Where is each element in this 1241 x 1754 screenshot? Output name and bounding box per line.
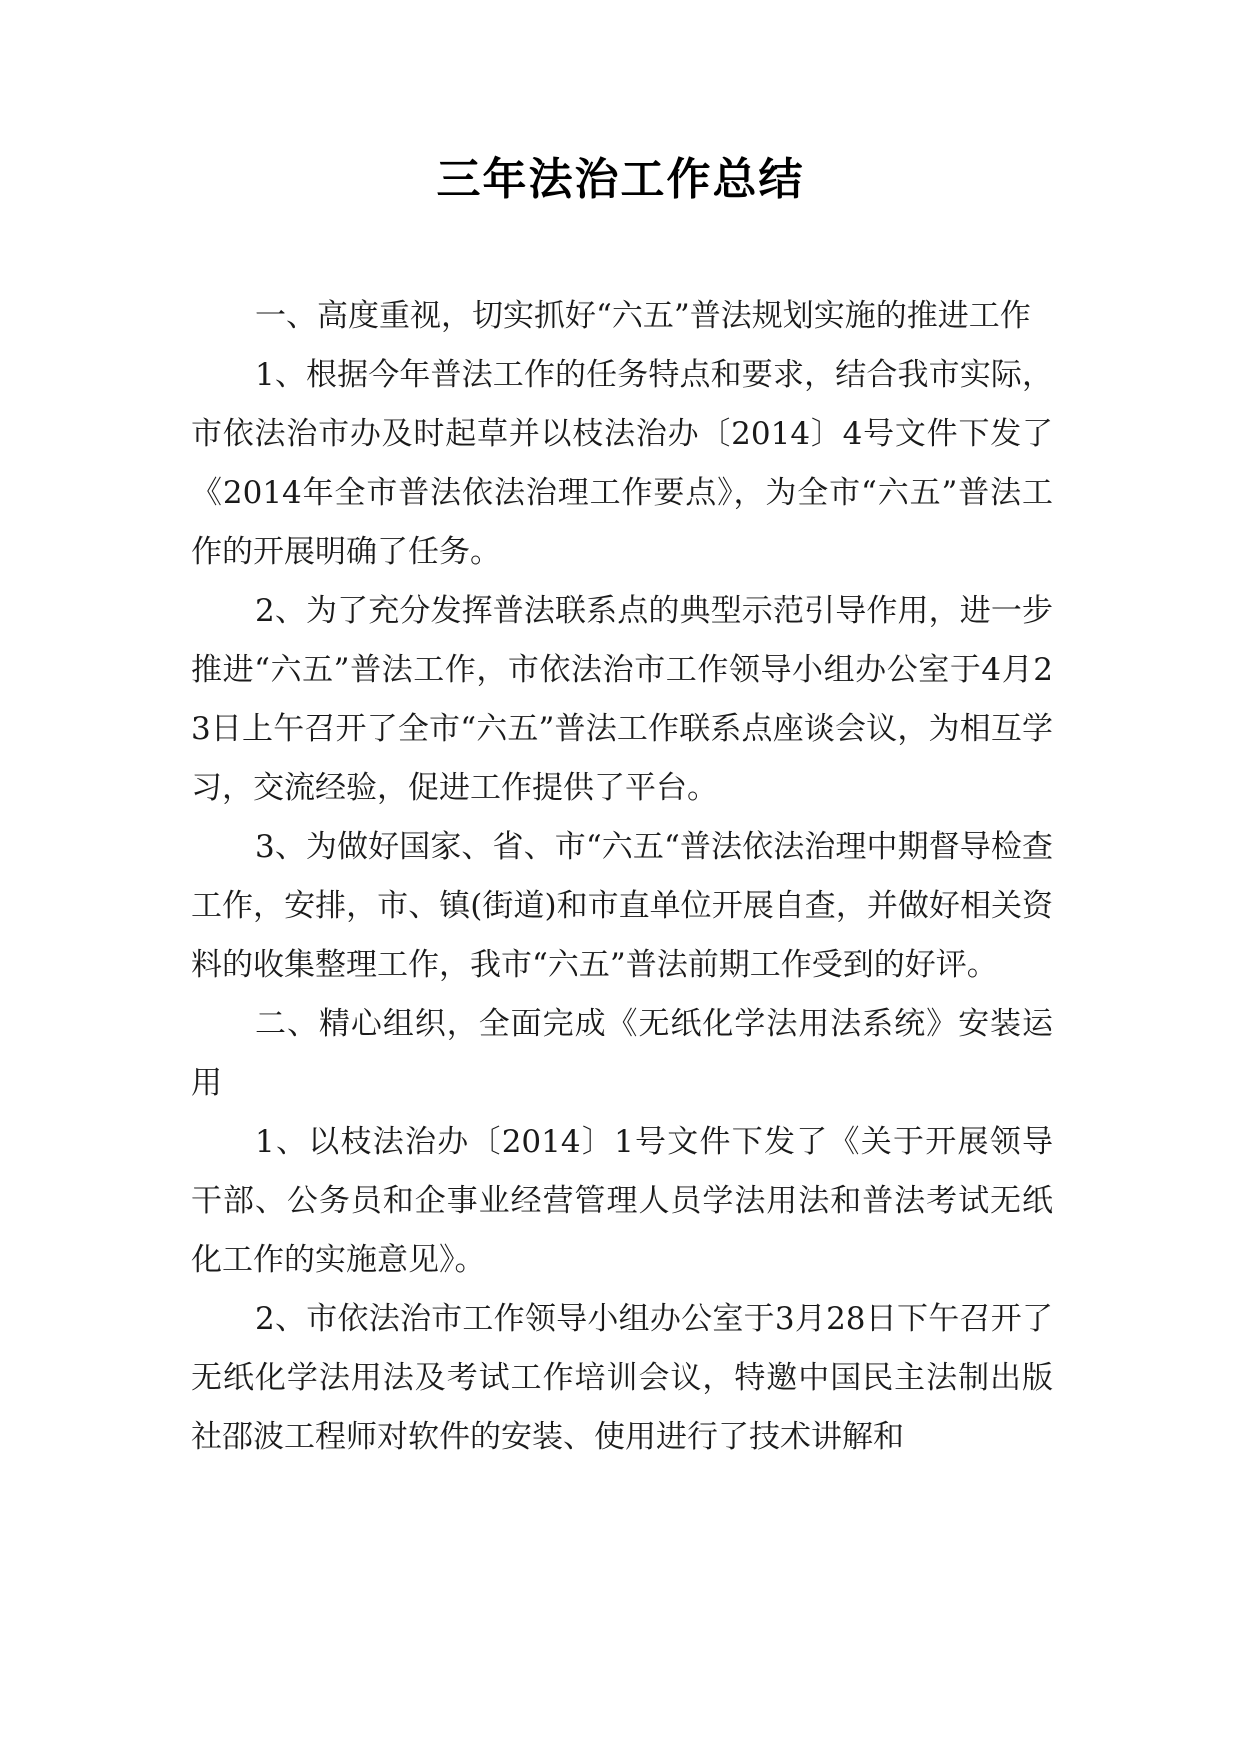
paragraph-2-1: 1、以枝法治办〔2014〕1号文件下发了《关于开展领导干部、公务员和企事业经营管理人员学法用法和普法考试无纸化工作的实施意见》。 (191, 1124, 1053, 1278)
section-heading-1: 一、高度重视，切实抓好“六五”普法规划实施的推进工作 (255, 298, 1031, 334)
paragraph-1-2: 2、为了充分发挥普法联系点的典型示范引导作用，进一步推进“六五”普法工作，市依法治市工作领导小组办公室于4月23日上午召开了全市“六五”普法工作联系点座谈会议，为相互学习，交流经验，促进工作提供了平台。 (191, 593, 1053, 806)
paragraph-1-1: 1、根据今年普法工作的任务特点和要求，结合我市实际，市依法治市办及时起草并以枝法治办〔2014〕4号文件下发了《2014年全市普法依法治理工作要点》，为全市“六五”普法工作的开展明确了任务。 (191, 357, 1053, 570)
document-body (191, 287, 1053, 1467)
section-heading-2: 二、精心组织，全面完成《无纸化学法用法系统》安装运用 (191, 1006, 1053, 1101)
paragraph-2-2: 2、市依法治市工作领导小组办公室于3月28日下午召开了无纸化学法用法及考试工作培训会议，特邀中国民主法制出版社邵波工程师对软件的安装、使用进行了技术讲解和 (191, 1301, 1053, 1455)
document-title: 三年法治工作总结 (436, 154, 805, 205)
paragraph-1-3: 3、为做好国家、省、市“六五“普法依法治理中期督导检查工作，安排，市、镇(街道)和市直单位开展自查，并做好相关资料的收集整理工作，我市“六五”普法前期工作受到的好评。 (191, 829, 1053, 983)
